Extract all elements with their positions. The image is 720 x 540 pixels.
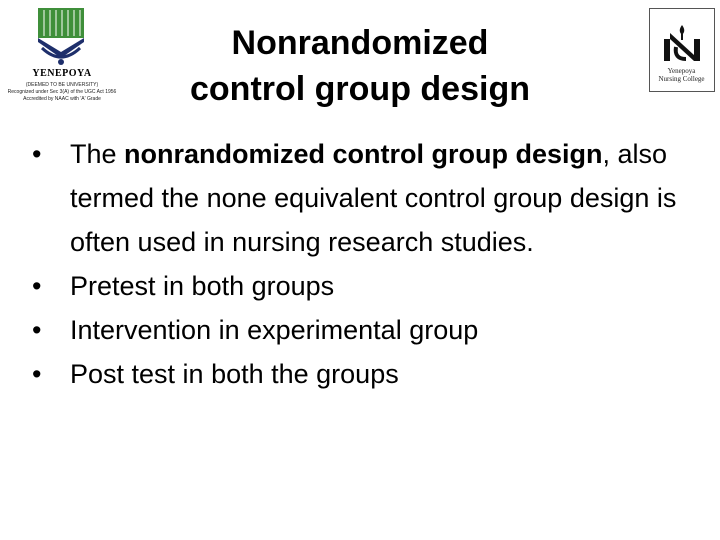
logo-subtitle-2: Recognized under Sec 3(A) of the UGC Act 1956: [7, 89, 117, 95]
university-logo: [6, 4, 118, 106]
crest-icon: [32, 4, 90, 70]
logo-subtitle-3: Accredited by NAAC with 'A' Grade: [23, 96, 101, 102]
slide-title: [150, 20, 570, 112]
title-line-2: control group design: [190, 70, 530, 108]
logo-name: YENEPOYA: [32, 68, 92, 79]
bullet-item-4: • Post test in both the groups: [32, 352, 702, 396]
college-emblem-icon: [660, 23, 704, 63]
bullet-item-2: • Pretest in both groups: [32, 264, 702, 308]
college-name-line-1: Yenepoya: [667, 67, 696, 75]
bullet-1-post: , also termed the none equivalent control group design is often used in nursing research studies.: [70, 139, 677, 257]
bullet-item-3: • Intervention in experimental group: [32, 308, 702, 352]
title-line-1: Nonrandomized: [231, 24, 489, 62]
college-name-line-2: Nursing College: [658, 75, 705, 83]
bullet-1-bold: nonrandomized control group design: [124, 139, 603, 169]
college-name: [650, 67, 713, 83]
college-logo: [649, 8, 715, 92]
bullet-list: [32, 132, 702, 396]
logo-subtitle-1: (DEEMED TO BE UNIVERSITY): [25, 82, 99, 88]
bullet-item-1: [32, 132, 702, 264]
bullet-1-pre: The: [70, 139, 125, 169]
